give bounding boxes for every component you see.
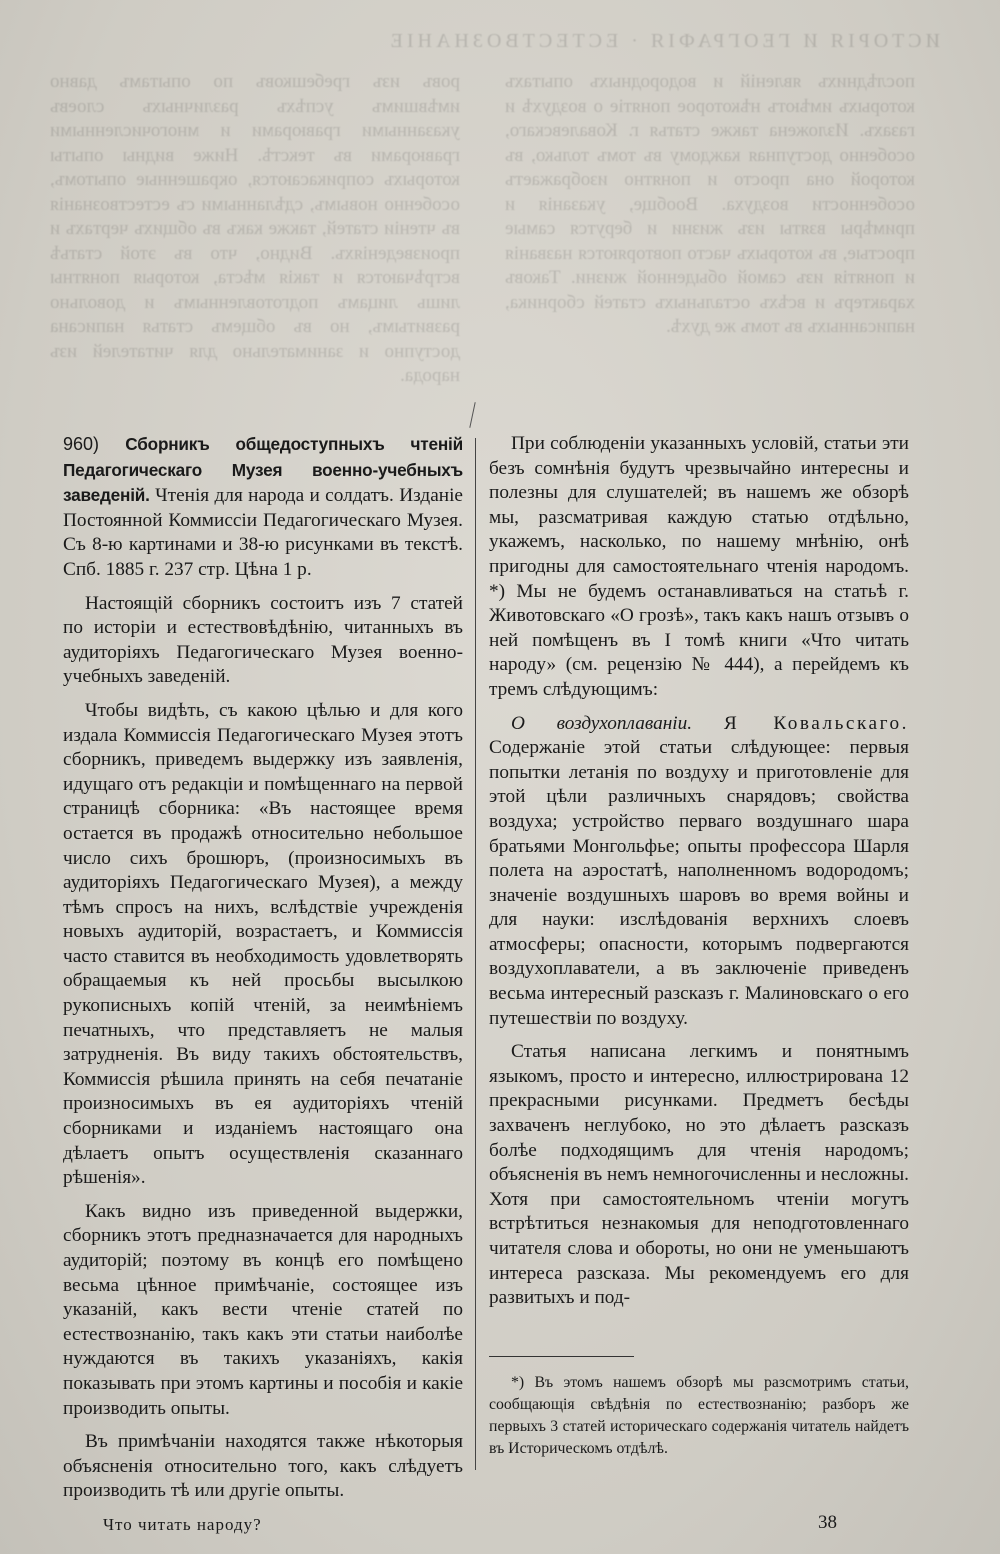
paragraph: Статья написана легкимъ и понятнымъ языкомъ, просто и интересно, иллюстрирована 12 прекрасными рисунками. Предметъ бесѣды захваченъ неглубоко, но это дѣлаетъ разсказъ болѣе подходящимъ для чтенія народомъ; объясненія въ немъ немногочисленны и несложны. Хотя при самостоятельномъ чтеніи могутъ встрѣтиться незнакомыя для неподготовленнаго читателя слова и обороты, но они не уменьшаютъ интереса разсказа. Мы рекомендуемъ его для развитыхъ и под- (489, 1041, 909, 1309)
entry-details: Чтенія для народа и солдатъ. Изданіе Постоянной Коммиссіи Педагогическаго Музея. Съ 8-ю картинами и 38-ю рисунками въ текстѣ. Спб. 1885 г. 237 стр. Цѣна 1 р. (63, 485, 463, 580)
bleed-through-header: ИСТОРІЯ И ГЕОГРАФІЯ · ЕСТЕСТВОЗНАНІЕ (386, 30, 940, 52)
article-review-paragraph (489, 712, 909, 1032)
footnote-text: *) Въ этомъ нашемъ обзорѣ мы разсмотримъ статьи, сообщающія свѣдѣнія по естествознанію; разборъ же первыхъ 3 статей историческаго содержанія читатель найдетъ въ Историческомъ отдѣлѣ. (489, 1374, 909, 1457)
left-column (63, 432, 463, 1513)
paragraph: Чтобы видѣть, съ какою цѣлью и для кого издала Коммиссія Педагогическаго Музея этотъ сборникъ, приведемъ выдержку изъ заявленія, идущаго отъ редакціи и помѣщеннаго на первой страницѣ сборника: «Въ настоящее время остается въ продажѣ относительно небольшое число сихъ брошюръ, (произносимыхъ въ аудиторіяхъ Педагогическаго Музея), а между тѣмъ спросъ на нихъ, вслѣдствіе учрежденія новыхъ аудиторій, возрастаетъ, и Коммиссія часто ставится въ необходимость удовлетворять обращаемыя къ ней просьбы высылкою рукописныхъ копій чтеній, за неимѣніемъ печатныхъ, что представляетъ не малыя затрудненія. Въ виду такихъ обстоятельствъ, Коммиссія рѣшила принять на себя печатаніе произносимыхъ въ ея аудиторіяхъ чтеній сборниками и изданіемъ настоящаго она дѣлаетъ опытъ осуществленія сказаннаго рѣшенія». (63, 699, 463, 1189)
paragraph: При соблюденіи указанныхъ условій, статьи эти безъ сомнѣнія будутъ чрезвычайно интересны и полезны для слушателей; въ нашемъ же обзорѣ мы, разсматривая каждую статью отдѣльно, укажемъ, насколько, по нашему мнѣнію, онѣ пригодны для самостоятельнаго чтенія народомъ. *) Мы не будемъ останавливаться на статьѣ г. Животовскаго «О грозѣ», такъ какъ нашъ отзывъ о ней помѣщенъ въ I томѣ книги «Что читать народу» (см. рецензію № 444), а перейдемъ къ тремъ слѣдующимъ: (489, 433, 909, 700)
bleed-through-text-right: послѣднихъ явленій и водородныхъ опытахъ которыхъ имѣютъ нѣкоторое понятіе о воздухѣ и газахъ. Изложена также статья г. Ковалевскаго, особенно доступная каждому въ томъ только, въ которой она просто и понятно изображаетъ особенности воздуха. Вообще, указанія и примѣры взяты изъ жизни и берутся самые простые, въ которыхъ часто повторяются названія и понятія изъ самой обыденной жизни. Таковъ характеръ и всѣхъ остальныхъ статей сборника, написанныхъ въ томъ же духѣ. (505, 71, 915, 337)
paragraph: Настоящій сборникъ состоитъ изъ 7 статей по исторіи и естествовѣдѣнію, читанныхъ въ аудиторіяхъ Педагогическаго Музея военно-учебныхъ заведеній. (63, 592, 463, 688)
entry-number: 960) (63, 434, 100, 454)
article-author: Я Ковальскаго. (723, 712, 909, 734)
margin-mark (469, 402, 475, 428)
page-number: 38 (818, 1512, 837, 1533)
footnote (489, 1372, 909, 1460)
paragraph: Какъ видно изъ приведенной выдержки, сборникъ этотъ предназначается для народныхъ аудиторій; поэтому въ концѣ его помѣщено весьма цѣнное примѣчаніе, состоящее изъ указаній, какъ вести чтеніе статей по естествознанію, такъ какъ эти статьи наиболѣе нуждаются въ такихъ указаніяхъ, какія показывать при этомъ картины и пособія и какіе производить опыты. (63, 1200, 463, 1419)
paragraph: Въ примѣчаніи находятся также нѣкоторыя объясненія относительно того, какъ слѣдуетъ производить тѣ или другіе опыты. (63, 1431, 463, 1502)
bleed-through-text-left: ровъ изъ гребешковъ по опытамъ давно имѣвшимъ успѣхъ различныхъ слоевъ указанными гравюрами и многочисленными гравюрами въ текстѣ. Ниже видны опыты которыхъ соприкасаются, окрашенные опытомъ, особенно новымъ, сдѣланными съ естествознанія въ чтеніи статей, также какъ въ общихъ чертахъ и произведеніяхъ. Видно, что въ этой статьѣ встрѣчаются и такія мѣста, которыя понятны лишь лицамъ подготовленнымъ и довольно развитымъ, но въ общемъ статья написана доступно и занимательно для читателей изъ народа. (50, 71, 460, 386)
running-title: Что читать народу? (103, 1515, 262, 1534)
right-column (489, 432, 909, 1320)
entry-heading: Сборникъ общедоступныхъ чтеній Педагогическаго Музея военно-учебныхъ заведеній. (63, 434, 463, 506)
article-title: О воздухоплаваніи. (511, 712, 693, 734)
article-summary: Содержаніе этой статьи слѣдующее: первыя попытки летанія по воздуху и приготовленіе для этой цѣли различныхъ снарядовъ; свойства воздуха; устройство перваго воздушнаго шара братьями Монгольфье; опыты профессора Шарля полета на аэростатѣ, наполненномъ водородомъ; значеніе воздушныхъ шаровъ во время войны и для науки: изслѣдованія верхнихъ слоевъ атмосферы; опасности, которымъ подвергаются воздухоплаватели, а въ заключеніе приведенъ весьма интересный разсказъ г. Малиновскаго о его путешествіи по воздуху. (489, 737, 909, 1029)
column-divider (475, 438, 476, 1470)
footnote-rule (489, 1356, 634, 1357)
bibliographic-entry (63, 432, 463, 583)
